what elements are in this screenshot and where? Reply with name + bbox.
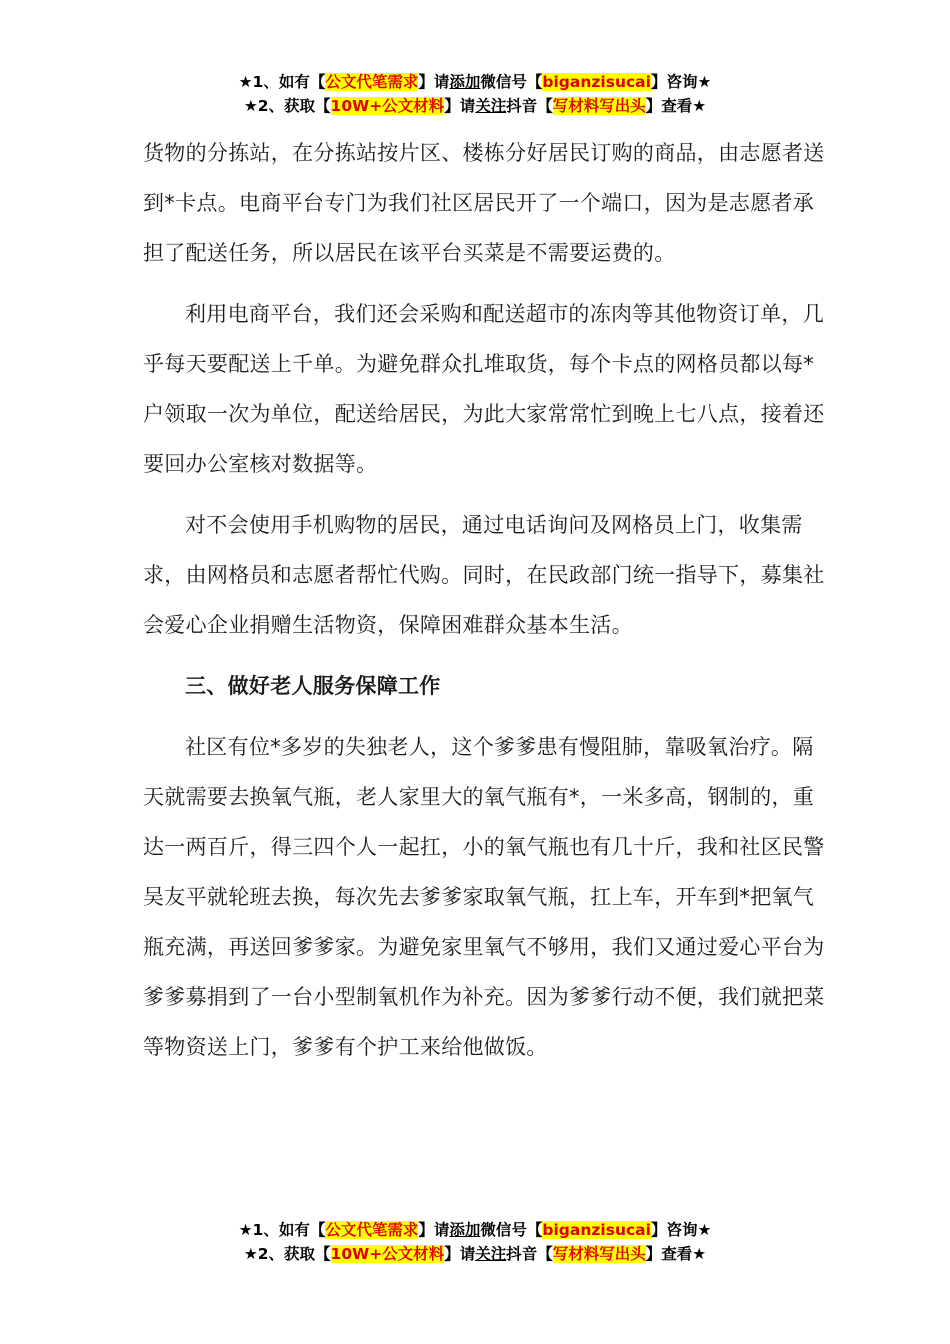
banner-text: 抖音【	[506, 1245, 553, 1263]
header-banner	[0, 70, 950, 118]
section-heading: 三、做好老人服务保障工作	[185, 674, 441, 698]
banner-underline: 关注	[475, 97, 507, 115]
banner-text: 】咨询★	[650, 1221, 712, 1239]
banner-highlight: 写材料写出头	[552, 1245, 646, 1263]
footer-banner	[0, 1218, 950, 1266]
banner-text: 微信号【	[480, 1221, 543, 1239]
banner-highlight: 10W+公文材料	[330, 1245, 445, 1263]
paragraph-2: 利用电商平台，我们还会采购和配送超市的冻肉等其他物资订单，几乎每天要配送上千单。为避免群众扎堆取货，每个卡点的网格员都以每*户领取一次为单位，配送给居民，为此大家常常忙到晚上七八点，接着还要回办公室核对数据等。	[143, 302, 825, 476]
banner-highlight: biganzisucai	[542, 73, 651, 91]
banner-text: 】请	[444, 1245, 476, 1263]
banner-highlight: 写材料写出头	[552, 97, 646, 115]
banner-highlight: 公文代笔需求	[325, 1221, 419, 1239]
banner-text: ★1、如有【	[238, 73, 326, 91]
banner-underline: 添加	[449, 1221, 481, 1239]
banner-line-1	[0, 70, 950, 94]
banner-text: ★2、获取【	[243, 97, 331, 115]
banner-text: 抖音【	[506, 97, 553, 115]
banner-text: 】请	[444, 97, 476, 115]
banner-highlight: 10W+公文材料	[330, 97, 445, 115]
banner-text: ★1、如有【	[238, 1221, 326, 1239]
banner-underline: 添加	[449, 73, 481, 91]
paragraph-4: 社区有位*多岁的失独老人，这个爹爹患有慢阻肺，靠吸氧治疗。隔天就需要去换氧气瓶，老人家里大的氧气瓶有*，一米多高，钢制的，重达一两百斤，得三四个人一起扛，小的氧气瓶也有几十斤，我和社区民警吴友平就轮班去换，每次先去爹爹家取氧气瓶，扛上车，开车到*把氧气瓶充满，再送回爹爹家。为避免家里氧气不够用，我们又通过爱心平台为爹爹募捐到了一台小型制氧机作为补充。因为爹爹行动不便，我们就把菜等物资送上门，爹爹有个护工来给他做饭。	[143, 735, 825, 1059]
document-body	[143, 128, 833, 1083]
banner-text: ★2、获取【	[243, 1245, 331, 1263]
banner-text: 微信号【	[480, 73, 543, 91]
paragraph-1: 货物的分拣站，在分拣站按片区、楼栋分好居民订购的商品，由志愿者送到*卡点。电商平台专门为我们社区居民开了一个端口，因为是志愿者承担了配送任务，所以居民在该平台买菜是不需要运费的。	[143, 141, 825, 265]
banner-line-2	[0, 94, 950, 118]
banner-line-2	[0, 1242, 950, 1266]
banner-text: 】请	[418, 1221, 450, 1239]
banner-text: 】请	[418, 73, 450, 91]
banner-underline: 关注	[475, 1245, 507, 1263]
banner-text: 】查看★	[645, 97, 707, 115]
paragraph-3: 对不会使用手机购物的居民，通过电话询问及网格员上门，收集需求，由网格员和志愿者帮忙代购。同时，在民政部门统一指导下，募集社会爱心企业捐赠生活物资，保障困难群众基本生活。	[143, 513, 825, 637]
banner-highlight: biganzisucai	[542, 1221, 651, 1239]
banner-text: 】查看★	[645, 1245, 707, 1263]
banner-highlight: 公文代笔需求	[325, 73, 419, 91]
banner-line-1	[0, 1218, 950, 1242]
banner-text: 】咨询★	[650, 73, 712, 91]
